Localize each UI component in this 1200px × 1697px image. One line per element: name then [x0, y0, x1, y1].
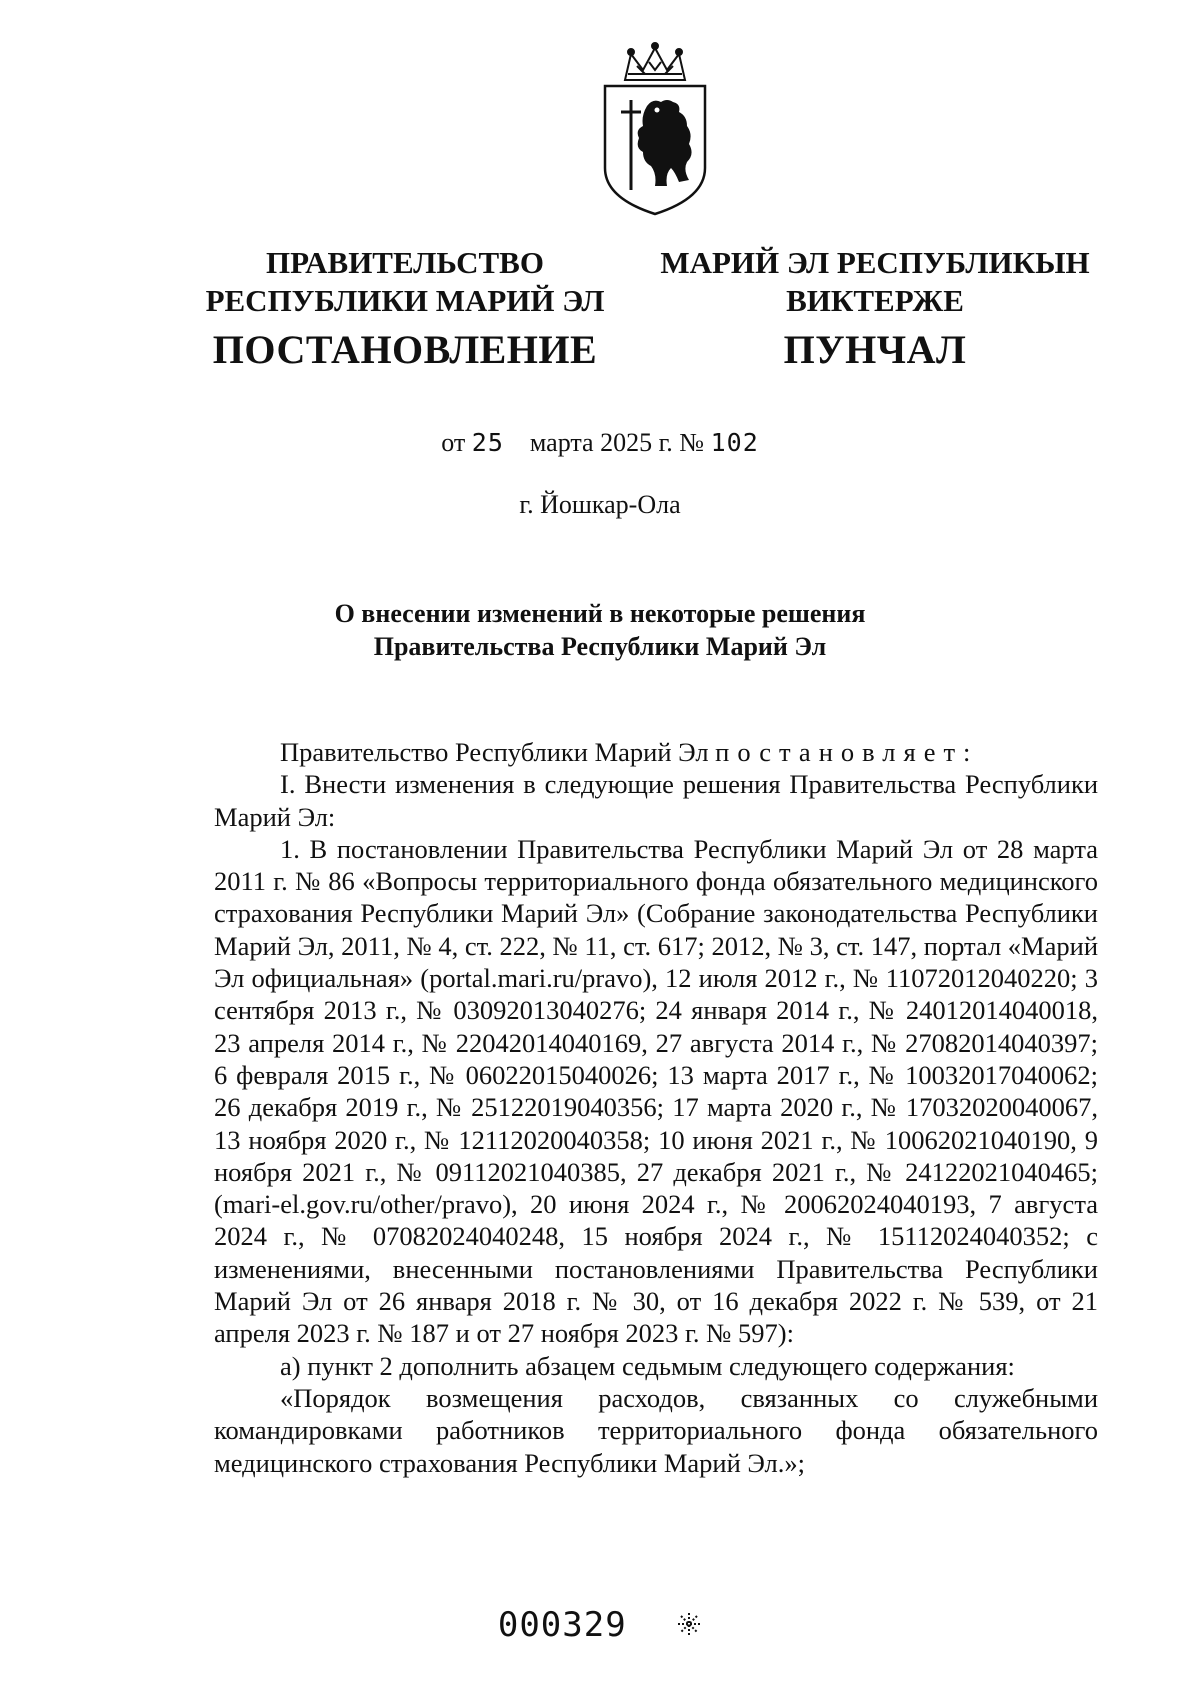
issuer-line-1: ПРАВИТЕЛЬСТВО — [266, 245, 544, 280]
document-body — [214, 736, 1098, 1479]
body-paragraph-section-1: I. Внести изменения в следующие решения Правительства Республики Марий Эл: — [214, 769, 1098, 832]
body-paragraph-item-1: 1. В постановлении Правительства Республики Марий Эл от 28 марта 2011 г. № 86 «Вопросы территориального фонда обязательного медицинского страхования Республики Марий Эл» (Собрание законодательства Республики Марий Эл, 2011, № 4, ст. 222, № 11, ст. 617; 2012, № 3, ст. 147, портал «Марий Эл официальная» (portal.mari.ru/pravo), 12 июля 2012 г., № 11072012040220; 3 сентября 2013 г., № 03092013040276; 24 января 2014 г., № 24012014040018, 23 апреля 2014 г., № 22042014040169, 27 августа 2014 г., № 27082014040397; 6 февраля 2015 г., № 06022015040026; 13 марта 2017 г., № 10032017040062; 26 декабря 2019 г., № 25122019040356; 17 марта 2020 г., № 17032020040067, 13 ноября 2020 г., № 12112020040358; 10 июня 2021 г., № 10062021040190, 9 ноября 2021 г., № 09112021040385, 27 декабря 2021 г., № 24122021040465; (mari-el.gov.ru/other/pravo), 20 июня 2024 г., № 20062024040193, 7 августа 2024 г., № 07082024040248, 15 ноября 2024 г., № 15112024040352; с изменениями, внесенными постановлениями Правительства Республики Марий Эл от 26 января 2018 г. № 30, от 16 декабря 2022 г. № 539, от 21 апреля 2023 г. № 187 и от 27 ноября 2023 г. № 597): — [214, 833, 1098, 1349]
title-line-2: Правительства Республики Марий Эл — [373, 631, 827, 661]
serial-number: 000329 — [497, 1605, 627, 1645]
date-month-year: марта 2025 г. № — [529, 428, 705, 457]
issuer-name-russian — [200, 244, 610, 320]
title-line-1: О внесении изменений в некоторые решения — [334, 599, 866, 628]
body-paragraph-quote: «Порядок возмещения расходов, связанных со служебными командировками работников территориального фонда обязательного медицинского страхования Республики Марий Эл.»; — [214, 1382, 1098, 1478]
document-type-mari: ПУНЧАЛ — [783, 327, 967, 372]
issuer-name-mari — [660, 244, 1090, 320]
date-prefix: от — [441, 428, 466, 457]
date-line — [0, 428, 1200, 458]
date-day: 25 — [471, 428, 504, 457]
issuer-mari-line-1: МАРИЙ ЭЛ РЕСПУБЛИКЫН — [660, 245, 1090, 280]
document-type-russian: ПОСТАНОВЛЕНИЕ — [212, 327, 598, 372]
serial-number-block — [0, 1605, 1200, 1645]
preamble-text: Правительство Республики Марий Эл — [280, 737, 709, 767]
document-number: 102 — [710, 428, 759, 457]
body-paragraph-subitem-a: а) пункт 2 дополнить абзацем седьмым следующего содержания: — [280, 1350, 1015, 1381]
city-name: г. Йошкар-Ола — [519, 490, 681, 519]
body-paragraph-preamble — [214, 736, 1098, 768]
coat-of-arms-icon — [595, 40, 715, 220]
issuer-mari-line-2: ВИКТЕРЖЕ — [786, 282, 964, 318]
asterisk-mark-icon — [676, 1611, 702, 1637]
preamble-spaced-verb: постановляет: — [715, 737, 979, 767]
document-title — [0, 598, 1200, 663]
issuer-line-2: РЕСПУБЛИКИ МАРИЙ ЭЛ — [205, 282, 605, 318]
